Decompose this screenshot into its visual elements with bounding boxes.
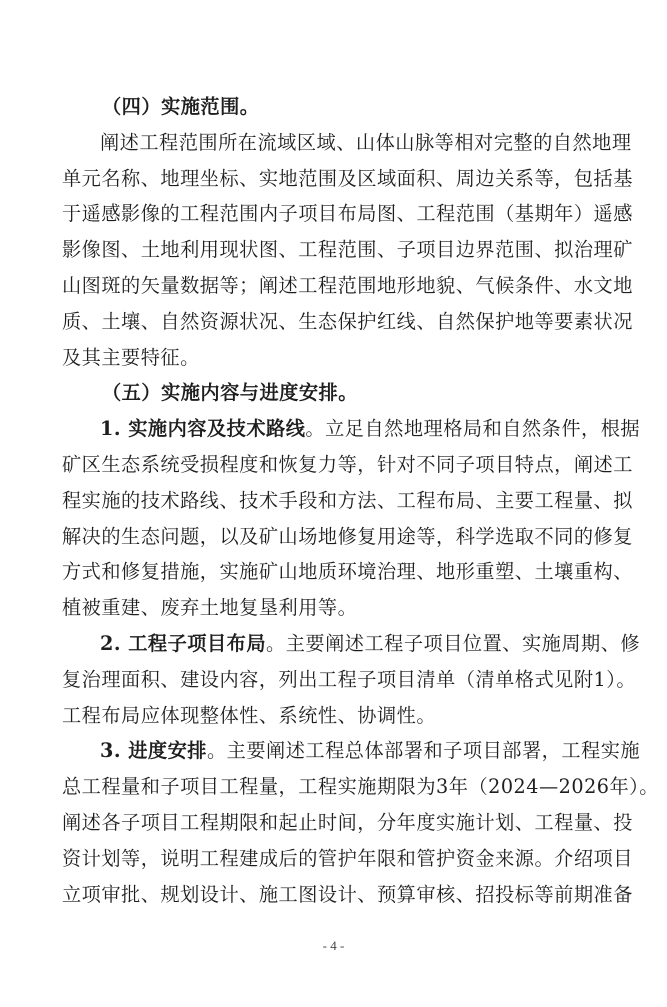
section-heading: （五）实施内容与进度安排。: [102, 381, 358, 405]
line-text: 资计划等，说明工程建成后的管护年限和管护资金来源。介绍项目: [62, 846, 633, 870]
text-line: [62, 340, 612, 376]
line-text: 阐述工程范围所在流域区域、山体山脉等相对完整的自然地理: [100, 130, 632, 154]
text-line: [62, 554, 633, 590]
line-text: 立项审批、规划设计、施工图设计、预算审核、招投标等前期准备: [62, 882, 633, 906]
line-text: 解决的生态问题，以及矿山场地修复用途等，科学选取不同的修复: [62, 524, 633, 548]
line-text: 。主要阐述工程子项目位置、实施周期、修: [266, 631, 641, 655]
text-line: [62, 805, 633, 841]
line-text: 。立足自然地理格局和自然条件，根据: [305, 417, 641, 441]
subsection-title: 2. 工程子项目布局: [100, 631, 267, 655]
line-text: 总工程量和子项目工程量，工程实施期限为3年（2024—2026年）。: [62, 775, 659, 799]
line-text: 单元名称、地理坐标、实地范围及区域面积、周边关系等，包括基: [62, 166, 633, 190]
text-line: [62, 698, 612, 734]
text-line: [62, 626, 641, 662]
line-text: 方式和修复措施，实施矿山地质环境治理、地形重塑、土壤重构、: [62, 560, 633, 584]
paragraph: [62, 125, 633, 376]
text-line: [62, 232, 633, 268]
line-text: 阐述各子项目工程期限和起止时间，分年度实施计划、工程量、投: [62, 810, 633, 834]
line-text: 工程布局应体现整体性、系统性、协调性。: [62, 703, 437, 727]
text-line: [62, 196, 633, 232]
text-line: [62, 483, 633, 519]
text-line: [62, 447, 633, 483]
text-line: [62, 125, 632, 161]
line-text: 山图斑的矢量数据等；阐述工程范围地形地貌、气候条件、水文地: [62, 273, 633, 297]
line-text: 影像图、土地利用现状图、工程范围、子项目边界范围、拟治理矿: [62, 238, 633, 262]
text-line: [62, 411, 641, 447]
line-text: 质、土壤、自然资源状况、生态保护红线、自然保护地等要素状况: [62, 309, 633, 333]
text-line: [62, 161, 633, 197]
page-number: - 4 -: [322, 938, 345, 953]
text-line: [62, 877, 633, 913]
line-text: 及其主要特征。: [62, 345, 200, 369]
line-text: 复治理面积、建设内容，列出工程子项目清单（清单格式见附1）。: [62, 667, 637, 691]
paragraph: [62, 626, 641, 733]
text-line: [62, 590, 612, 626]
line-text: 植被重建、废弃土地复垦利用等。: [62, 596, 358, 620]
paragraph: [62, 411, 641, 626]
line-text: 。主要阐述工程总体部署和子项目部署，工程实施: [206, 739, 641, 763]
text-line: [62, 304, 633, 340]
paragraph: [62, 733, 659, 912]
document-body: [62, 89, 659, 912]
line-text: 于遥感影像的工程范围内子项目布局图、工程范围（基期年）遥感: [62, 202, 633, 226]
text-line: [62, 268, 633, 304]
text-line: [62, 733, 641, 769]
line-text: 程实施的技术路线、技术手段和方法、工程布局、主要工程量、拟: [62, 488, 633, 512]
text-line: [62, 519, 633, 555]
text-line: [62, 841, 633, 877]
text-line: [62, 769, 659, 805]
section-heading: （四）实施范围。: [102, 95, 260, 118]
subsection-title: 1. 实施内容及技术路线: [100, 417, 306, 441]
text-line: [62, 662, 637, 698]
subsection-title: 3. 进度安排: [100, 739, 207, 763]
line-text: 矿区生态系统受损程度和恢复力等，针对不同子项目特点，阐述工: [62, 452, 633, 476]
